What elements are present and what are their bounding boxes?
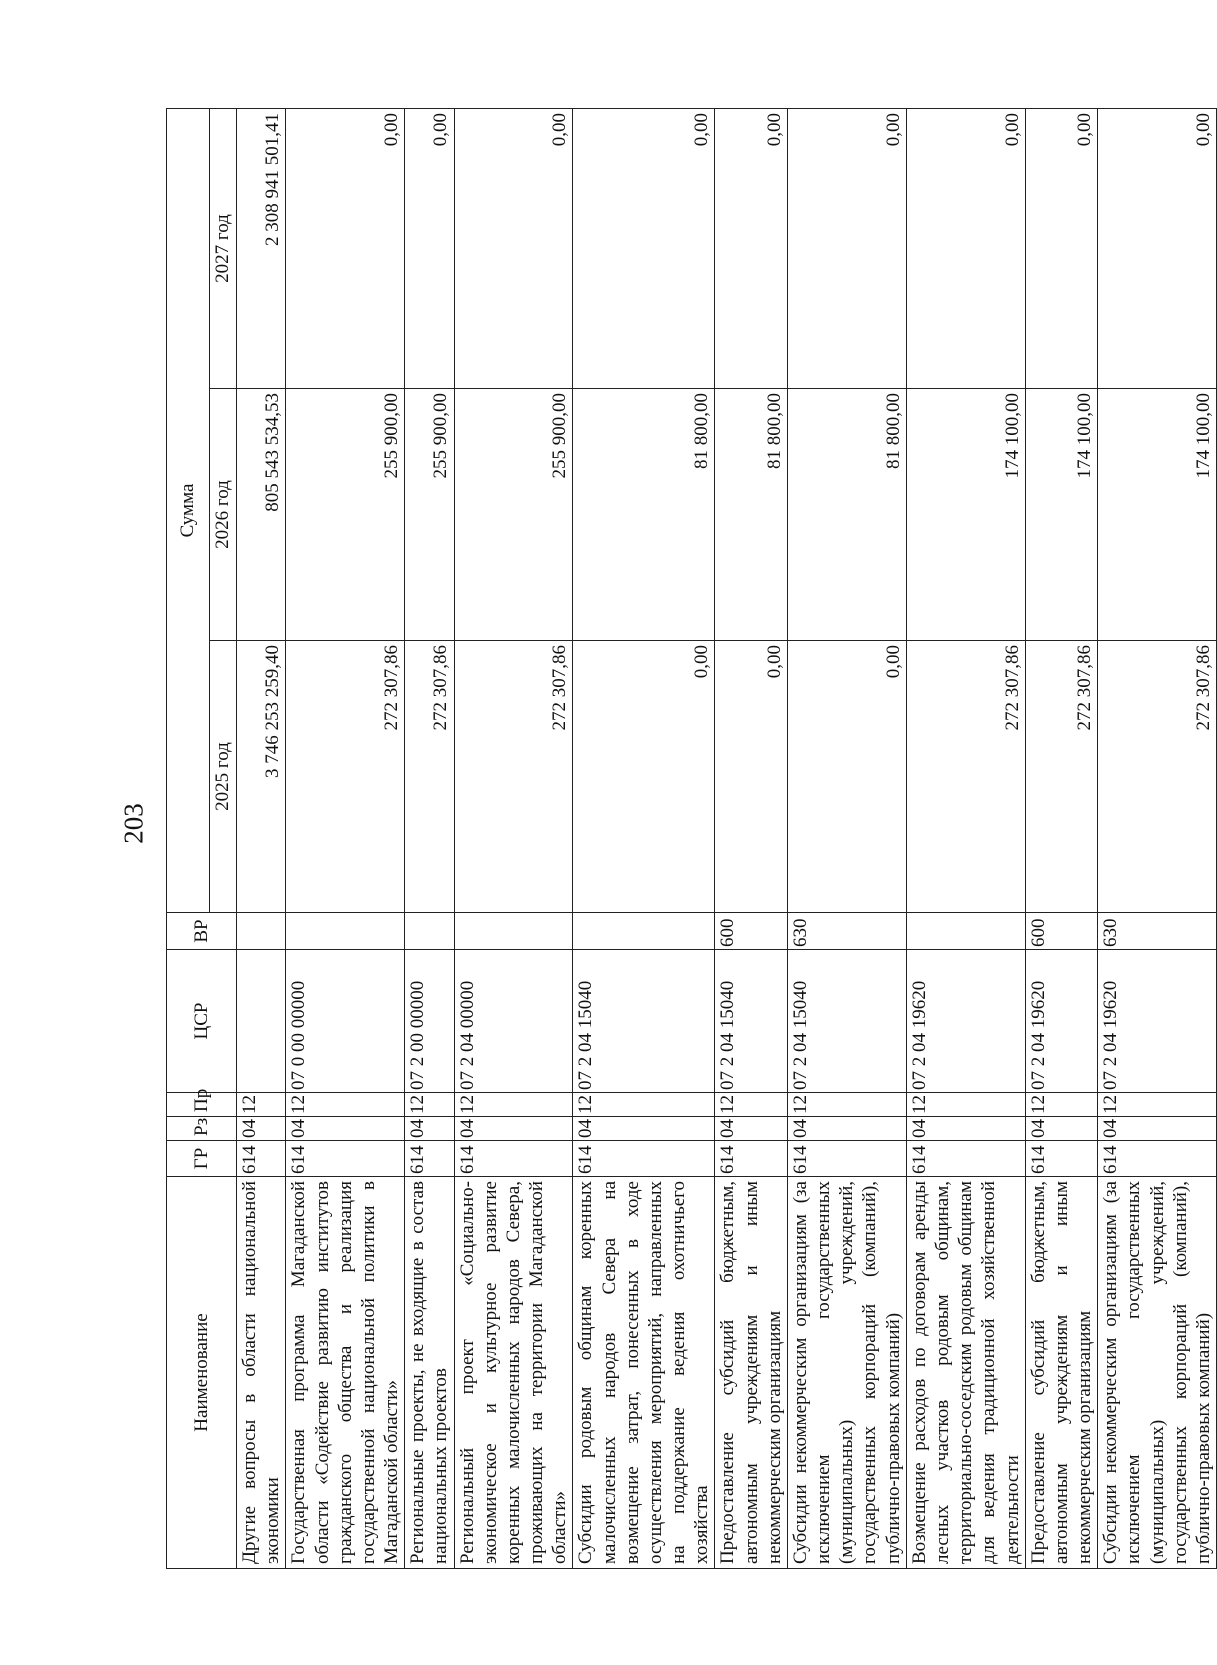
- row-csr-cell: [237, 950, 286, 1093]
- row-2027-cell: 0,00: [1025, 109, 1098, 389]
- row-gr-cell: 614: [573, 1141, 715, 1177]
- budget-table: [166, 108, 1217, 1569]
- row-csr-cell: 07 2 04 15040: [787, 950, 906, 1093]
- row-name-cell: Региональный проект «Социально-экономическое и культурное развитие коренных малочисленных народов Севера, проживающих на территории Магаданской области»: [454, 1177, 573, 1569]
- table-row: [906, 109, 1025, 1569]
- row-2026-cell: 255 900,00: [405, 389, 454, 641]
- row-2026-cell: 81 800,00: [573, 389, 715, 641]
- row-pr-cell: 12: [715, 1093, 788, 1117]
- row-vr-cell: 630: [787, 913, 906, 950]
- row-gr-cell: 614: [454, 1141, 573, 1177]
- row-csr-cell: 07 2 04 00000: [454, 950, 573, 1093]
- header-2027: 2027 год: [210, 109, 237, 389]
- row-csr-cell: 07 2 04 19620: [1025, 950, 1098, 1093]
- row-2025-cell: 0,00: [715, 641, 788, 913]
- row-pr-cell: 12: [787, 1093, 906, 1117]
- row-gr-cell: 614: [787, 1141, 906, 1177]
- header-gr: ГР: [167, 1141, 237, 1177]
- row-name-cell: Предоставление субсидий бюджетным, автономным учреждениям и иным некоммерческим организациям: [715, 1177, 788, 1569]
- row-2025-cell: 3 746 253 259,40: [237, 641, 286, 913]
- row-2026-cell: 174 100,00: [1025, 389, 1098, 641]
- row-pr-cell: 12: [237, 1093, 286, 1117]
- row-csr-cell: 07 2 04 19620: [1098, 950, 1217, 1093]
- row-gr-cell: 614: [715, 1141, 788, 1177]
- row-2026-cell: 174 100,00: [906, 389, 1025, 641]
- row-2026-cell: 255 900,00: [454, 389, 573, 641]
- row-pr-cell: 12: [906, 1093, 1025, 1117]
- row-pr-cell: 12: [1025, 1093, 1098, 1117]
- row-2027-cell: 0,00: [906, 109, 1025, 389]
- row-2027-cell: 0,00: [787, 109, 906, 389]
- row-name-cell: Предоставление субсидий бюджетным, автономным учреждениям и иным некоммерческим организациям: [1025, 1177, 1098, 1569]
- row-2026-cell: 174 100,00: [1098, 389, 1217, 641]
- row-csr-cell: 07 0 00 00000: [286, 950, 405, 1093]
- table-row: [1025, 109, 1098, 1569]
- row-name-cell: Субсидии некоммерческим организациям (за исключением государственных (муниципальных) учреждений, государственных корпораций (компаний), публично-правовых компаний): [1098, 1177, 1217, 1569]
- row-rz-cell: 04: [1025, 1117, 1098, 1141]
- row-2027-cell: 0,00: [405, 109, 454, 389]
- row-2025-cell: 272 307,86: [906, 641, 1025, 913]
- row-gr-cell: 614: [286, 1141, 405, 1177]
- row-vr-cell: [237, 913, 286, 950]
- row-2026-cell: 81 800,00: [787, 389, 906, 641]
- row-csr-cell: 07 2 00 00000: [405, 950, 454, 1093]
- row-vr-cell: [286, 913, 405, 950]
- row-2025-cell: 0,00: [787, 641, 906, 913]
- row-rz-cell: 04: [237, 1117, 286, 1141]
- row-rz-cell: 04: [715, 1117, 788, 1141]
- row-2026-cell: 805 543 534,53: [237, 389, 286, 641]
- row-name-cell: Субсидии родовым общинам коренных малочисленных народов Севера на возмещение затрат, понесенных в ходе осуществления мероприятий, направленных на поддержание ведения охотничьего хозяйства: [573, 1177, 715, 1569]
- row-csr-cell: 07 2 04 15040: [573, 950, 715, 1093]
- row-pr-cell: 12: [286, 1093, 405, 1117]
- row-name-cell: Возмещение расходов по договорам аренды лесных участков родовым общинам, территориально-соседским родовым общинам для ведения традиционной хозяйственной деятельности: [906, 1177, 1025, 1569]
- header-name: Наименование: [167, 1177, 237, 1569]
- header-2026: 2026 год: [210, 389, 237, 641]
- row-2026-cell: 81 800,00: [715, 389, 788, 641]
- row-2025-cell: 272 307,86: [1098, 641, 1217, 913]
- row-rz-cell: 04: [573, 1117, 715, 1141]
- row-2027-cell: 0,00: [715, 109, 788, 389]
- row-rz-cell: 04: [906, 1117, 1025, 1141]
- row-pr-cell: 12: [573, 1093, 715, 1117]
- row-2027-cell: 0,00: [1098, 109, 1217, 389]
- table-row: [1098, 109, 1217, 1569]
- table-row: [787, 109, 906, 1569]
- row-2027-cell: 2 308 941 501,41: [237, 109, 286, 389]
- row-csr-cell: 07 2 04 19620: [906, 950, 1025, 1093]
- row-rz-cell: 04: [1098, 1117, 1217, 1141]
- row-vr-cell: [405, 913, 454, 950]
- row-vr-cell: [454, 913, 573, 950]
- row-vr-cell: [906, 913, 1025, 950]
- header-2025: 2025 год: [210, 641, 237, 913]
- rotated-table-container: [166, 109, 1214, 1569]
- row-rz-cell: 04: [405, 1117, 454, 1141]
- table-row: [573, 109, 715, 1569]
- row-2025-cell: 272 307,86: [286, 641, 405, 913]
- page-number: 203: [118, 803, 149, 844]
- row-rz-cell: 04: [286, 1117, 405, 1141]
- table-row: [405, 109, 454, 1569]
- table-row: [286, 109, 405, 1569]
- row-2027-cell: 0,00: [454, 109, 573, 389]
- row-name-cell: Другие вопросы в области национальной экономики: [237, 1177, 286, 1569]
- row-vr-cell: 600: [715, 913, 788, 950]
- header-sum: Сумма: [167, 109, 210, 913]
- row-name-cell: Субсидии некоммерческим организациям (за исключением государственных (муниципальных) учреждений, государственных корпораций (компаний), публично-правовых компаний): [787, 1177, 906, 1569]
- row-name-cell: Государственная программа Магаданской области «Содействие развитию институтов гражданского общества и реализация государственной национальной политики в Магаданской области»: [286, 1177, 405, 1569]
- header-rz: Рз: [167, 1117, 237, 1141]
- row-gr-cell: 614: [237, 1141, 286, 1177]
- row-rz-cell: 04: [454, 1117, 573, 1141]
- row-gr-cell: 614: [1098, 1141, 1217, 1177]
- header-csr: ЦСР: [167, 950, 237, 1093]
- row-2025-cell: 0,00: [573, 641, 715, 913]
- row-2025-cell: 272 307,86: [454, 641, 573, 913]
- row-2025-cell: 272 307,86: [405, 641, 454, 913]
- row-csr-cell: 07 2 04 15040: [715, 950, 788, 1093]
- row-vr-cell: 600: [1025, 913, 1098, 950]
- row-gr-cell: 614: [1025, 1141, 1098, 1177]
- row-pr-cell: 12: [454, 1093, 573, 1117]
- header-pr: Пр: [167, 1093, 237, 1117]
- row-pr-cell: 12: [405, 1093, 454, 1117]
- row-2026-cell: 255 900,00: [286, 389, 405, 641]
- row-rz-cell: 04: [787, 1117, 906, 1141]
- row-gr-cell: 614: [405, 1141, 454, 1177]
- row-vr-cell: 630: [1098, 913, 1217, 950]
- row-2027-cell: 0,00: [573, 109, 715, 389]
- row-2027-cell: 0,00: [286, 109, 405, 389]
- table-body: [237, 109, 1217, 1569]
- table-row: [237, 109, 286, 1569]
- header-vr: ВР: [167, 913, 237, 950]
- row-gr-cell: 614: [906, 1141, 1025, 1177]
- table-row: [454, 109, 573, 1569]
- row-vr-cell: [573, 913, 715, 950]
- row-pr-cell: 12: [1098, 1093, 1217, 1117]
- row-2025-cell: 272 307,86: [1025, 641, 1098, 913]
- table-row: [715, 109, 788, 1569]
- row-name-cell: Региональные проекты, не входящие в состав национальных проектов: [405, 1177, 454, 1569]
